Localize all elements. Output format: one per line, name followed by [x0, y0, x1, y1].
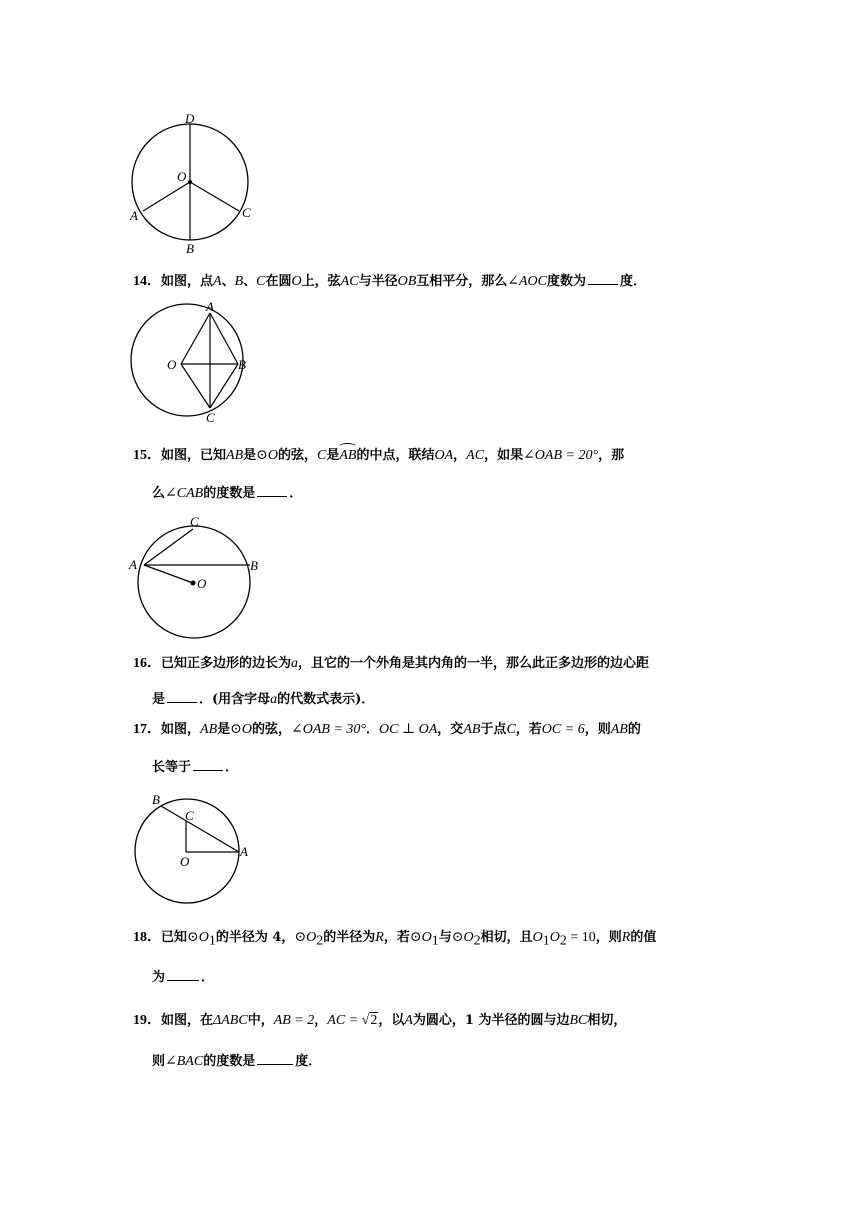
segment-ab — [210, 313, 238, 364]
label-b: B — [186, 241, 194, 256]
label-c: C — [242, 205, 251, 220]
question-17-line-1: 17．如图，AB是⊙O的弦，∠OAB = 30°．OC ⊥ OA，交AB于点C，若OC = 6，则AB的 — [133, 722, 641, 737]
center-point — [188, 180, 192, 184]
question-19-line-2: 则∠BAC的度数是 度． — [152, 1051, 321, 1071]
answer-blank — [167, 689, 197, 703]
question-15-line-2: 么∠CAB的度数是 ． — [152, 483, 302, 503]
question-number: 14． — [133, 274, 161, 289]
figure-15 — [125, 510, 270, 640]
figure-13 — [125, 108, 265, 258]
segment-ao — [144, 565, 193, 583]
label-b: B — [250, 558, 258, 573]
segment-oa — [143, 182, 190, 211]
figure-13-svg — [125, 108, 265, 258]
circle — [131, 304, 243, 416]
question-16-line-2: 是 ．(用含字母a的代数式表示)． — [152, 689, 374, 709]
label-b: B — [238, 357, 246, 372]
figure-14 — [125, 296, 265, 431]
question-18-line-2: 为 ． — [152, 967, 214, 987]
label-c: C — [190, 514, 199, 529]
label-a: A — [130, 208, 138, 223]
label-b: B — [152, 792, 160, 807]
segment-ac — [144, 529, 193, 565]
question-15-line-1: 15．如图，已知AB是⊙O的弦，C是AB的中点，联结OA，AC，如果∠OAB = 20°，那 — [133, 448, 625, 463]
figure-15-svg — [125, 510, 270, 640]
question-number: 17． — [133, 722, 161, 737]
label-a: A — [206, 299, 214, 314]
label-a: A — [240, 844, 248, 859]
label-d: D — [185, 111, 195, 126]
label-o: O — [197, 576, 207, 591]
center-point — [191, 581, 196, 586]
answer-blank — [193, 757, 223, 771]
label-a: A — [129, 557, 137, 572]
question-number: 15． — [133, 448, 161, 463]
question-14: 14．如图，点A、B、C在圆O上，弦AC与半径OB互相平分，那么∠AOC度数为 度． — [133, 271, 646, 291]
label-o: O — [167, 357, 177, 372]
answer-blank — [588, 271, 618, 285]
question-number: 18． — [133, 930, 161, 945]
question-number: 19． — [133, 1013, 161, 1028]
figure-14-svg — [125, 296, 265, 431]
question-19-line-1: 19．如图，在ΔABC中，AB = 2，AC = √2，以A为圆心，1 为半径的圆与边BC相切， — [133, 1013, 627, 1028]
label-o: O — [177, 169, 187, 184]
answer-blank — [257, 483, 287, 497]
segment-oc — [181, 364, 210, 408]
label-c: C — [206, 410, 215, 425]
answer-blank — [167, 967, 199, 981]
question-number: 16． — [133, 656, 161, 671]
figure-17-svg — [125, 788, 265, 908]
chord-ab — [161, 806, 239, 852]
segment-oa — [181, 313, 210, 364]
label-o: O — [180, 854, 190, 869]
question-16-line-1: 16．已知正多边形的边长为a，且它的一个外角是其内角的一半，那么此正多边形的边心距 — [133, 656, 650, 671]
segment-oc — [190, 182, 239, 211]
question-18-line-1: 18．已知$⊙O_1$的半径为 4，$⊙O_2$的半径为R，若$⊙O_1$与$⊙O_2$相切，且$O_1O_2 = 10$，则R的值 — [133, 930, 657, 949]
question-17-line-2: 长等于 ． — [152, 757, 238, 777]
arc-ab: AB — [339, 448, 357, 463]
answer-blank — [257, 1051, 293, 1065]
label-c: C — [185, 808, 194, 823]
figure-17 — [125, 788, 265, 908]
